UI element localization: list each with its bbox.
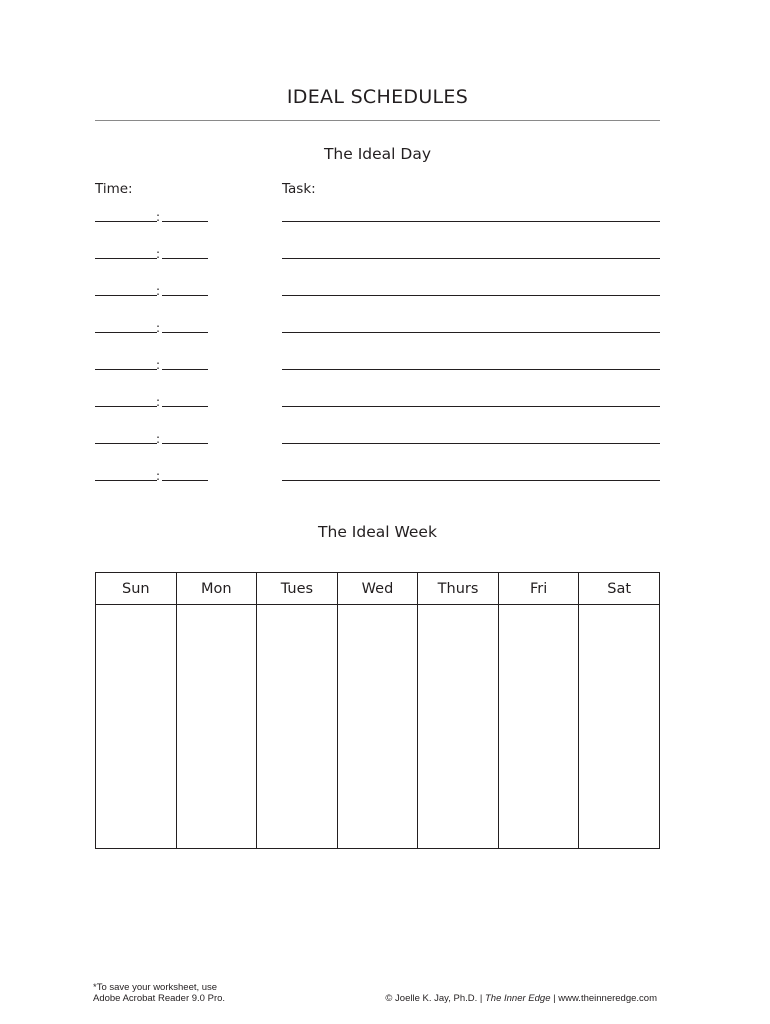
ideal-week-heading: The Ideal Week	[318, 523, 437, 541]
hour-blank[interactable]	[95, 258, 157, 259]
minute-blank[interactable]	[162, 295, 208, 296]
time-slot-3[interactable]	[95, 280, 209, 296]
day-header-thurs: Thurs	[418, 573, 499, 605]
day-cell-fri[interactable]	[498, 605, 579, 849]
minute-blank[interactable]	[162, 443, 208, 444]
minute-blank[interactable]	[162, 221, 208, 222]
day-cell-sat[interactable]	[579, 605, 660, 849]
hour-blank[interactable]	[95, 332, 157, 333]
day-header-wed: Wed	[337, 573, 418, 605]
day-header-sat: Sat	[579, 573, 660, 605]
copyright-credit	[385, 993, 657, 1004]
task-line-1[interactable]	[282, 221, 660, 222]
hour-blank[interactable]	[95, 443, 157, 444]
task-line-8[interactable]	[282, 480, 660, 481]
save-note-line-1: *To save your worksheet, use	[93, 982, 218, 993]
time-slot-2[interactable]	[95, 243, 209, 259]
task-line-3[interactable]	[282, 295, 660, 296]
time-slot-7[interactable]	[95, 428, 209, 444]
day-cell-sun[interactable]	[96, 605, 177, 849]
day-cell-wed[interactable]	[337, 605, 418, 849]
credit-book-title: The Inner Edge	[485, 993, 551, 1004]
time-colon: :	[156, 469, 161, 483]
time-colon: :	[156, 432, 161, 446]
ideal-week-table	[95, 572, 660, 849]
title-divider	[95, 120, 660, 121]
time-colon: :	[156, 247, 161, 261]
time-colon: :	[156, 358, 161, 372]
time-colon: :	[156, 321, 161, 335]
day-header-tues: Tues	[257, 573, 338, 605]
minute-blank[interactable]	[162, 332, 208, 333]
credit-website: | www.theinneredge.com	[550, 993, 657, 1004]
time-slot-4[interactable]	[95, 317, 209, 333]
page-title: IDEAL SCHEDULES	[286, 86, 469, 108]
task-line-4[interactable]	[282, 332, 660, 333]
hour-blank[interactable]	[95, 221, 157, 222]
week-header-row	[96, 573, 660, 605]
day-header-mon: Mon	[176, 573, 257, 605]
day-header-fri: Fri	[498, 573, 579, 605]
time-slot-5[interactable]	[95, 354, 209, 370]
time-slot-6[interactable]	[95, 391, 209, 407]
hour-blank[interactable]	[95, 295, 157, 296]
task-column-label: Task:	[282, 181, 316, 197]
time-colon: :	[156, 210, 161, 224]
day-cell-thurs[interactable]	[418, 605, 499, 849]
time-slot-8[interactable]	[95, 465, 209, 481]
hour-blank[interactable]	[95, 406, 157, 407]
hour-blank[interactable]	[95, 480, 157, 481]
credit-author: © Joelle K. Jay, Ph.D. |	[385, 993, 485, 1004]
save-note-line-2: Adobe Acrobat Reader 9.0 Pro.	[93, 993, 226, 1004]
hour-blank[interactable]	[95, 369, 157, 370]
task-line-7[interactable]	[282, 443, 660, 444]
ideal-day-heading: The Ideal Day	[323, 145, 432, 163]
time-column-label: Time:	[95, 181, 133, 197]
minute-blank[interactable]	[162, 480, 208, 481]
minute-blank[interactable]	[162, 369, 208, 370]
save-note	[93, 982, 225, 1004]
minute-blank[interactable]	[162, 406, 208, 407]
day-cell-tues[interactable]	[257, 605, 338, 849]
task-line-6[interactable]	[282, 406, 660, 407]
task-line-2[interactable]	[282, 258, 660, 259]
task-line-5[interactable]	[282, 369, 660, 370]
time-colon: :	[156, 395, 161, 409]
day-cell-mon[interactable]	[176, 605, 257, 849]
minute-blank[interactable]	[162, 258, 208, 259]
week-body-row	[96, 605, 660, 849]
time-slot-1[interactable]	[95, 206, 209, 222]
day-header-sun: Sun	[96, 573, 177, 605]
time-colon: :	[156, 284, 161, 298]
